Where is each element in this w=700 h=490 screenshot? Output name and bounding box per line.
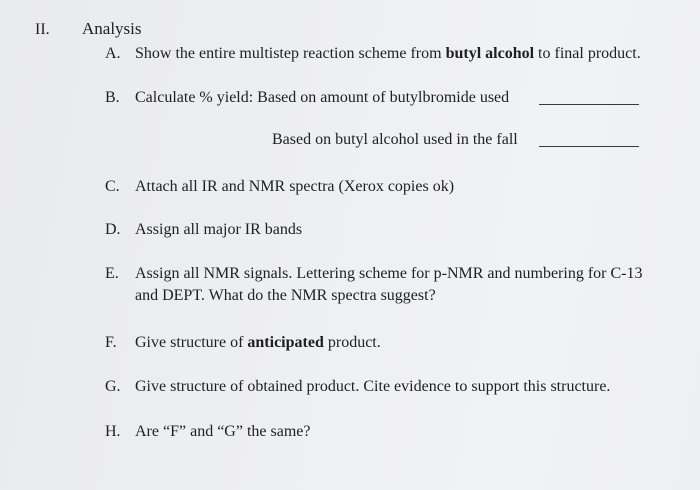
item-c-text: Attach all IR and NMR spectra (Xerox copies ok) bbox=[135, 178, 455, 195]
item-b-line2: Based on butyl alcohol used in the fall bbox=[272, 131, 518, 148]
item-f-text bbox=[135, 333, 381, 353]
item-f-text-before: Give structure of bbox=[135, 334, 248, 351]
item-g-letter: G. bbox=[105, 378, 121, 395]
item-h-text: Are “F” and “G” the same? bbox=[135, 423, 311, 440]
item-b-letter: B. bbox=[105, 89, 120, 106]
item-f-letter: F. bbox=[105, 334, 117, 351]
item-e-line1: Assign all NMR signals. Lettering scheme for p-NMR and numbering for C-13 bbox=[135, 265, 643, 282]
yield-blank-1[interactable] bbox=[539, 104, 639, 105]
item-f-text-after: product. bbox=[323, 334, 381, 351]
section-numeral: II. bbox=[35, 21, 50, 38]
item-a-text-before: Show the entire multistep reaction scheme from bbox=[135, 45, 446, 62]
item-e-letter: E. bbox=[105, 265, 119, 282]
yield-blank-2[interactable] bbox=[539, 146, 639, 147]
item-d-letter: D. bbox=[105, 221, 121, 238]
item-h-letter: H. bbox=[105, 423, 121, 440]
item-a-letter: A. bbox=[105, 45, 121, 62]
item-e-line2: and DEPT. What do the NMR spectra suggest? bbox=[135, 287, 436, 304]
item-b-line1: Calculate % yield: Based on amount of butylbromide used bbox=[135, 89, 510, 106]
section-title: Analysis bbox=[82, 19, 142, 38]
item-d-text: Assign all major IR bands bbox=[135, 221, 303, 238]
item-a-text bbox=[135, 44, 641, 64]
item-a-bold-text: butyl alcohol bbox=[445, 45, 535, 62]
item-g-text: Give structure of obtained product. Cite evidence to support this structure. bbox=[135, 378, 611, 395]
item-a-text-after: to final product. bbox=[534, 45, 641, 62]
item-c-letter: C. bbox=[105, 178, 120, 195]
item-f-bold-text: anticipated bbox=[247, 334, 324, 351]
